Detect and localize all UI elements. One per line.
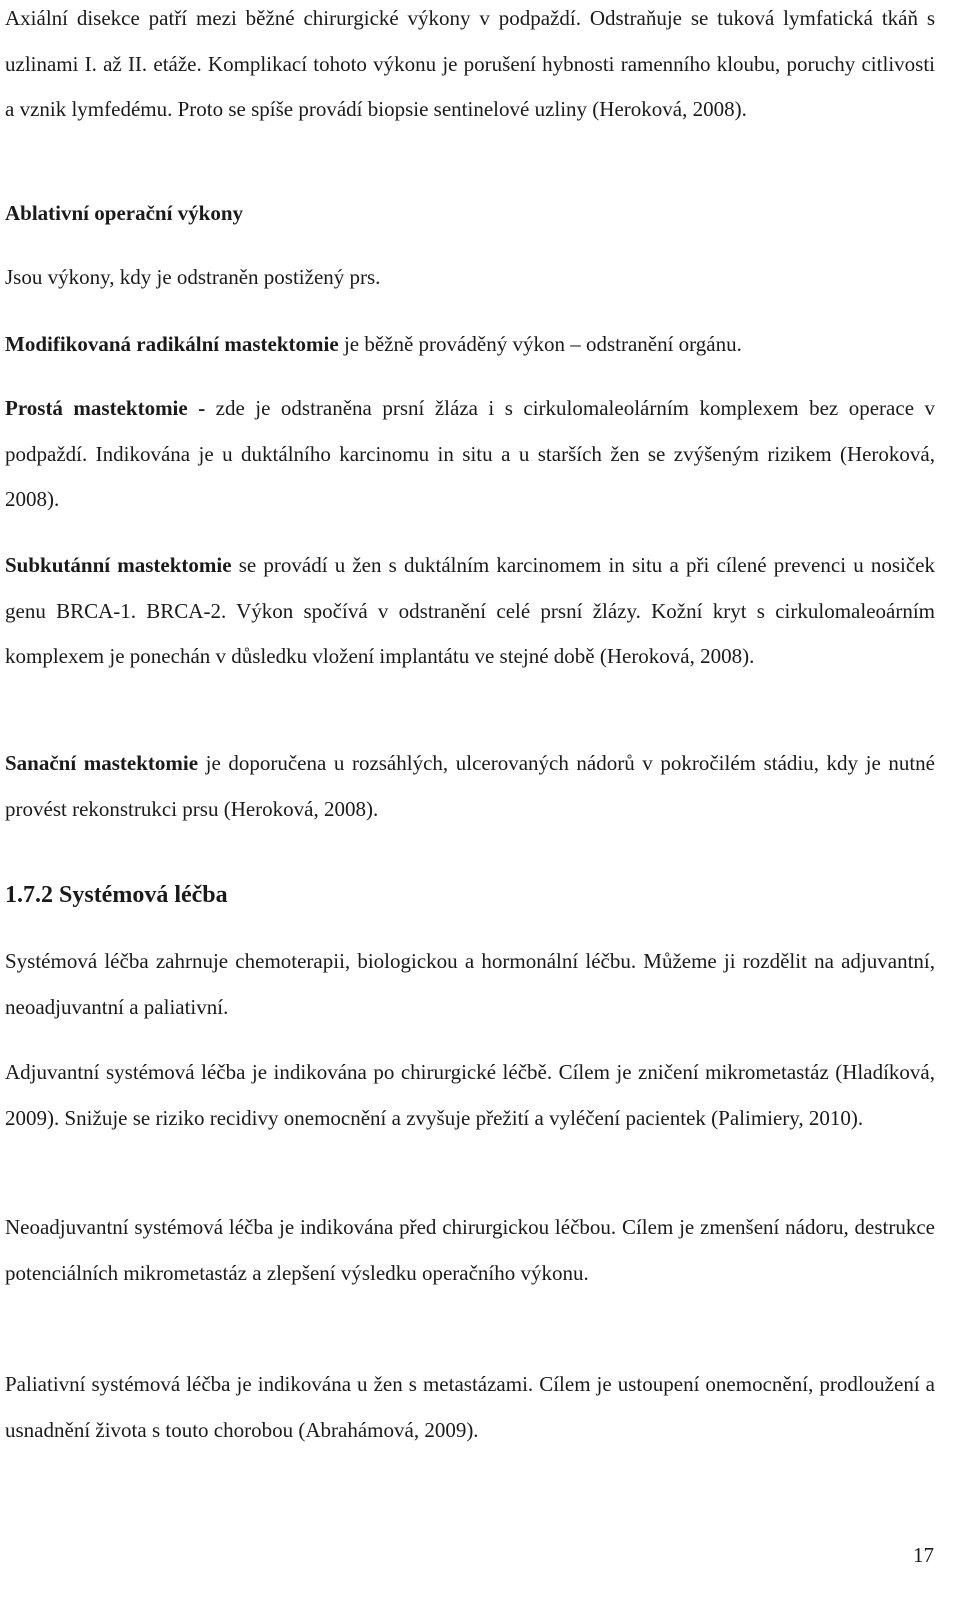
paragraph-sanation-mastectomy bbox=[5, 741, 935, 832]
paragraph-ablative-definition bbox=[5, 255, 935, 301]
term-description: je doporučena u rozsáhlých, ulcerovaných nádorů v pokročilém stádiu, kdy je nutné provést rekonstrukci prsu (Heroková, 2008). bbox=[5, 751, 935, 821]
paragraph-neoadjuvant bbox=[5, 1205, 935, 1296]
paragraph-text: Paliativní systémová léčba je indikována u žen s metastázami. Cílem je ustoupení onemocnění, prodloužení a usnadnění života s touto chorobou (Abrahámová, 2009). bbox=[5, 1372, 935, 1442]
term-bold: Subkutánní mastektomie bbox=[5, 553, 232, 577]
paragraph-simple-mastectomy bbox=[5, 386, 935, 523]
heading-ablative-operations bbox=[5, 191, 935, 237]
paragraph-subcutaneous-mastectomy bbox=[5, 543, 935, 680]
paragraph-axillary-dissection bbox=[5, 0, 935, 133]
term-bold: Prostá mastektomie - bbox=[5, 396, 206, 420]
heading-text: Ablativní operační výkony bbox=[5, 201, 244, 225]
paragraph-text: Jsou výkony, kdy je odstraněn postižený prs. bbox=[5, 265, 381, 289]
section-heading-text: 1.7.2 Systémová léčba bbox=[5, 882, 228, 908]
term-bold: Modifikovaná radikální mastektomie bbox=[5, 332, 339, 356]
term-description: je běžně prováděný výkon – odstranění orgánu. bbox=[338, 332, 742, 356]
page-number: 17 bbox=[913, 1543, 934, 1567]
paragraph-systemic-overview bbox=[5, 939, 935, 1030]
paragraph-text: Systémová léčba zahrnuje chemoterapii, biologickou a hormonální léčbu. Můžeme ji rozdělit na adjuvantní, neoadjuvantní a paliativní. bbox=[5, 949, 935, 1019]
term-description: zde je odstraněna prsní žláza i s cirkulomaleolárním komplexem bez operace v podpaždí. Indikována je u duktálního karcinomu in situ a u starších žen se zvýšeným rizikem (Heroková, 2008). bbox=[5, 396, 935, 511]
paragraph-palliative bbox=[5, 1362, 935, 1453]
section-heading-systemic-therapy bbox=[5, 873, 935, 919]
term-bold: Sanační mastektomie bbox=[5, 751, 199, 775]
paragraph-adjuvant bbox=[5, 1050, 935, 1141]
term-description: se provádí u žen s duktálním karcinomem in situ a při cílené prevenci u nosiček genu BRCA-1. BRCA-2. Výkon spočívá v odstranění celé prsní žlázy. Kožní kryt s cirkulomaleoárním komplexem je ponechán v důsledku vložení implantátu ve stejné době (Heroková, 2008). bbox=[5, 553, 936, 668]
paragraph-modified-radical-mastectomy bbox=[5, 322, 935, 368]
paragraph-text: Neoadjuvantní systémová léčba je indikována před chirurgickou léčbou. Cílem je zmenšení nádoru, destrukce potenciálních mikrometastáz a zlepšení výsledku operačního výkonu. bbox=[5, 1215, 935, 1285]
paragraph-text: Axiální disekce patří mezi běžné chirurgické výkony v podpaždí. Odstraňuje se tuková lymfatická tkáň s uzlinami I. až II. etáže. Komplikací tohoto výkonu je porušení hybnosti ramenního kloubu, poruchy citlivosti a vznik lymfedému. Proto se spíše provádí biopsie sentinelové uzliny (Heroková, 2008). bbox=[5, 6, 935, 121]
paragraph-text: Adjuvantní systémová léčba je indikována po chirurgické léčbě. Cílem je zničení mikrometastáz (Hladíková, 2009). Snižuje se riziko recidivy onemocnění a zvyšuje přežití a vyléčení pacientek (Palimiery, 2010). bbox=[5, 1060, 935, 1130]
